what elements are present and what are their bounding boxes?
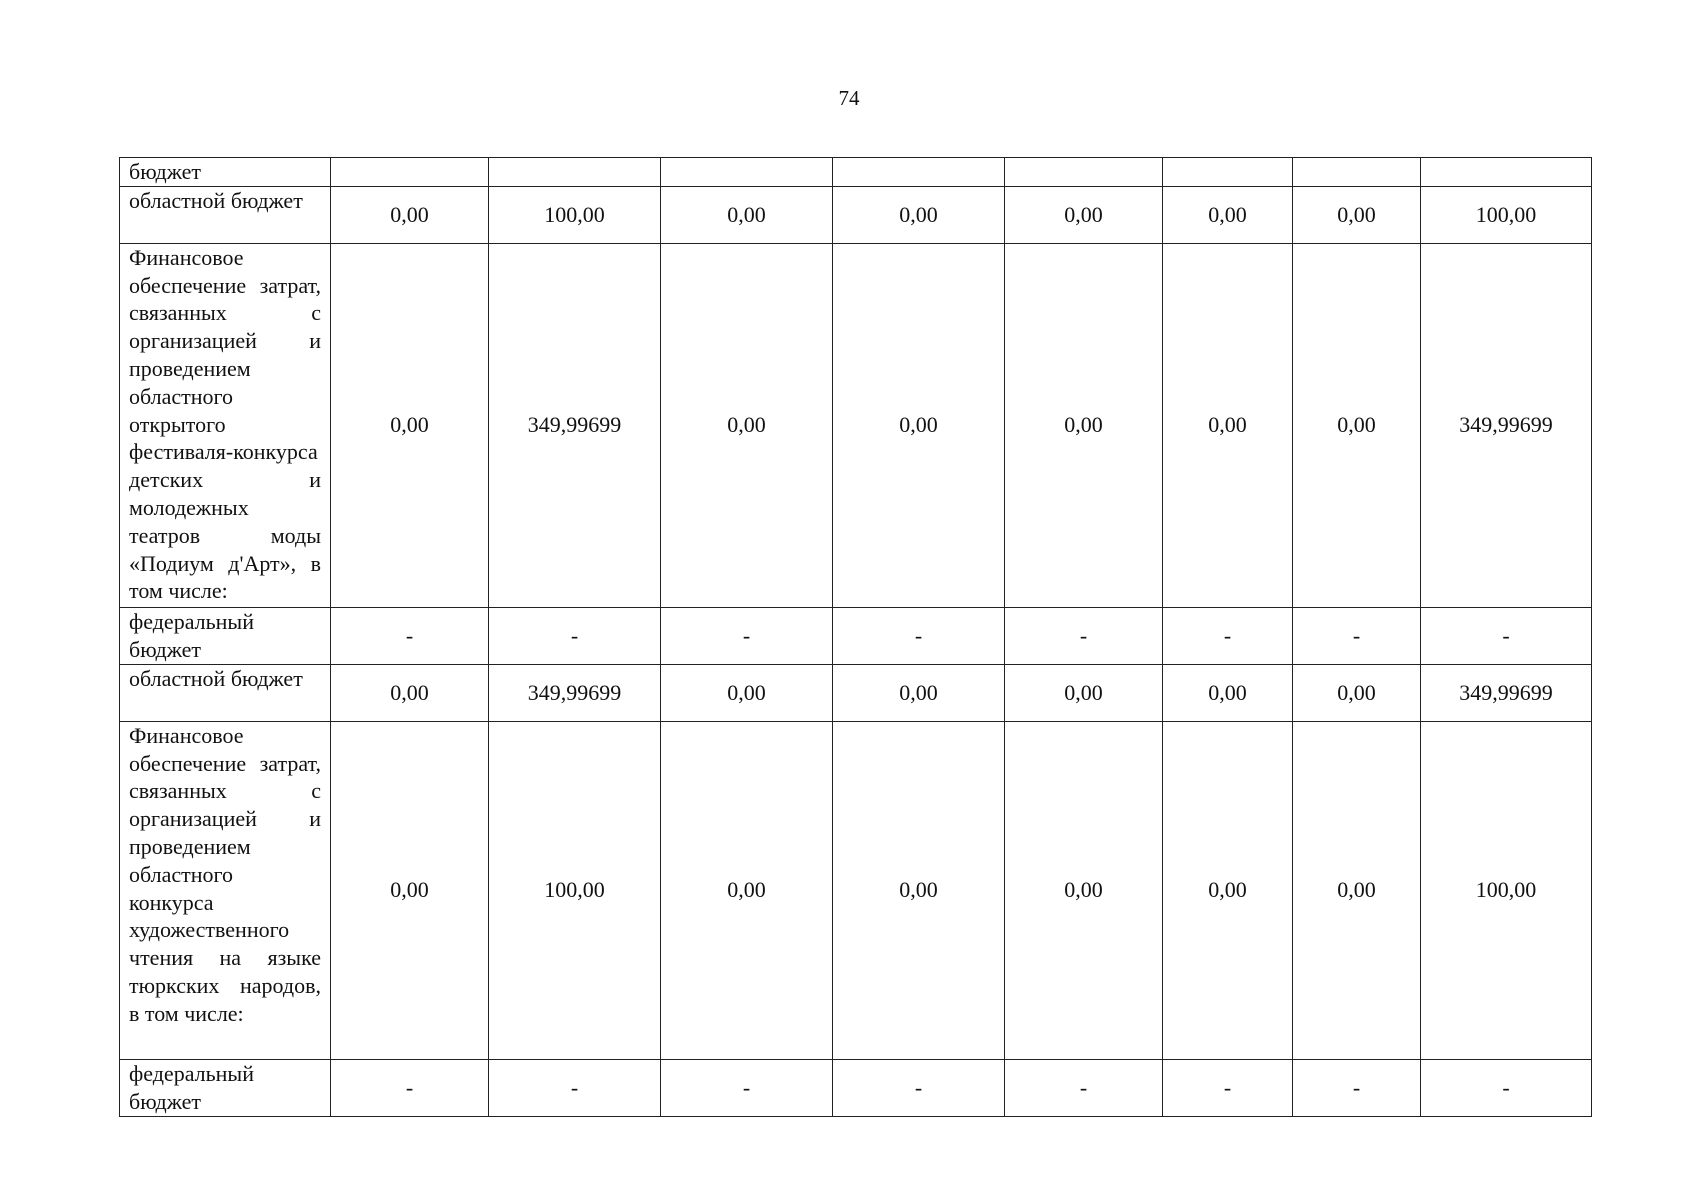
table-cell: - bbox=[489, 607, 661, 664]
table-row bbox=[120, 158, 1592, 187]
table-cell: - bbox=[331, 607, 489, 664]
table-row bbox=[120, 1059, 1592, 1116]
table-cell: 0,00 bbox=[331, 664, 489, 721]
table-cell: - bbox=[1163, 607, 1293, 664]
table-cell bbox=[661, 158, 833, 187]
table-cell: - bbox=[833, 607, 1005, 664]
row-label: федеральный бюджет bbox=[120, 607, 331, 664]
table-cell: 349,99699 bbox=[1421, 664, 1592, 721]
table-cell: 0,00 bbox=[833, 243, 1005, 607]
table-cell bbox=[1421, 158, 1592, 187]
table-cell: 0,00 bbox=[1293, 186, 1421, 243]
table-cell bbox=[1005, 158, 1163, 187]
table-cell: 0,00 bbox=[1005, 664, 1163, 721]
table-cell: - bbox=[1293, 607, 1421, 664]
table-cell: 0,00 bbox=[1005, 721, 1163, 1059]
table-cell: 0,00 bbox=[661, 186, 833, 243]
table-cell bbox=[1163, 158, 1293, 187]
table-cell: 0,00 bbox=[833, 664, 1005, 721]
table-cell bbox=[331, 158, 489, 187]
table-cell: - bbox=[1421, 607, 1592, 664]
table-row bbox=[120, 186, 1592, 243]
table-cell: 349,99699 bbox=[489, 243, 661, 607]
table-cell: 0,00 bbox=[661, 243, 833, 607]
table-cell: 0,00 bbox=[833, 186, 1005, 243]
row-label: федеральный бюджет bbox=[120, 1059, 331, 1116]
row-label: областной бюджет bbox=[120, 664, 331, 721]
table-cell: - bbox=[1421, 1059, 1592, 1116]
table-cell: - bbox=[661, 1059, 833, 1116]
table-cell: - bbox=[661, 607, 833, 664]
table-cell: - bbox=[833, 1059, 1005, 1116]
table-cell: - bbox=[1293, 1059, 1421, 1116]
table-row bbox=[120, 243, 1592, 607]
table-cell bbox=[489, 158, 661, 187]
table-cell: 0,00 bbox=[661, 721, 833, 1059]
table-row bbox=[120, 607, 1592, 664]
table-cell: 0,00 bbox=[1163, 186, 1293, 243]
table-cell: 0,00 bbox=[1293, 664, 1421, 721]
row-label: Финансовое обеспечение затрат, связанных с организацией и проведением областного открытого фестиваля-конкурса детских и молодежных театров моды «Подиум д'Арт», в том числе: bbox=[120, 243, 331, 607]
table-cell: - bbox=[489, 1059, 661, 1116]
table-cell: 0,00 bbox=[1163, 664, 1293, 721]
table-cell: 349,99699 bbox=[1421, 243, 1592, 607]
table-cell: - bbox=[1005, 607, 1163, 664]
table-cell: 0,00 bbox=[1163, 721, 1293, 1059]
table-cell bbox=[1293, 158, 1421, 187]
table-cell bbox=[833, 158, 1005, 187]
table-cell: 0,00 bbox=[1293, 243, 1421, 607]
row-label: Финансовое обеспечение затрат, связанных с организацией и проведением областного конкурса художественного чтения на языке тюркских народов, в том числе: bbox=[120, 721, 331, 1059]
table-row bbox=[120, 721, 1592, 1059]
row-label: областной бюджет bbox=[120, 186, 331, 243]
table-cell: 0,00 bbox=[661, 664, 833, 721]
table-cell: 100,00 bbox=[489, 186, 661, 243]
budget-table bbox=[119, 157, 1592, 1117]
table-cell: - bbox=[1163, 1059, 1293, 1116]
table-cell: 0,00 bbox=[833, 721, 1005, 1059]
table-cell: - bbox=[1005, 1059, 1163, 1116]
table-cell: 0,00 bbox=[1005, 186, 1163, 243]
table-cell: 0,00 bbox=[1005, 243, 1163, 607]
table-cell: 0,00 bbox=[1293, 721, 1421, 1059]
table-cell: 0,00 bbox=[1163, 243, 1293, 607]
table-cell: 0,00 bbox=[331, 243, 489, 607]
table-row bbox=[120, 664, 1592, 721]
table-cell: 0,00 bbox=[331, 186, 489, 243]
table-cell: 100,00 bbox=[1421, 186, 1592, 243]
table-cell: - bbox=[331, 1059, 489, 1116]
table-cell: 349,99699 bbox=[489, 664, 661, 721]
row-label: бюджет bbox=[120, 158, 331, 187]
table-cell: 0,00 bbox=[331, 721, 489, 1059]
table-cell: 100,00 bbox=[1421, 721, 1592, 1059]
table-cell: 100,00 bbox=[489, 721, 661, 1059]
page-number: 74 bbox=[838, 86, 860, 110]
